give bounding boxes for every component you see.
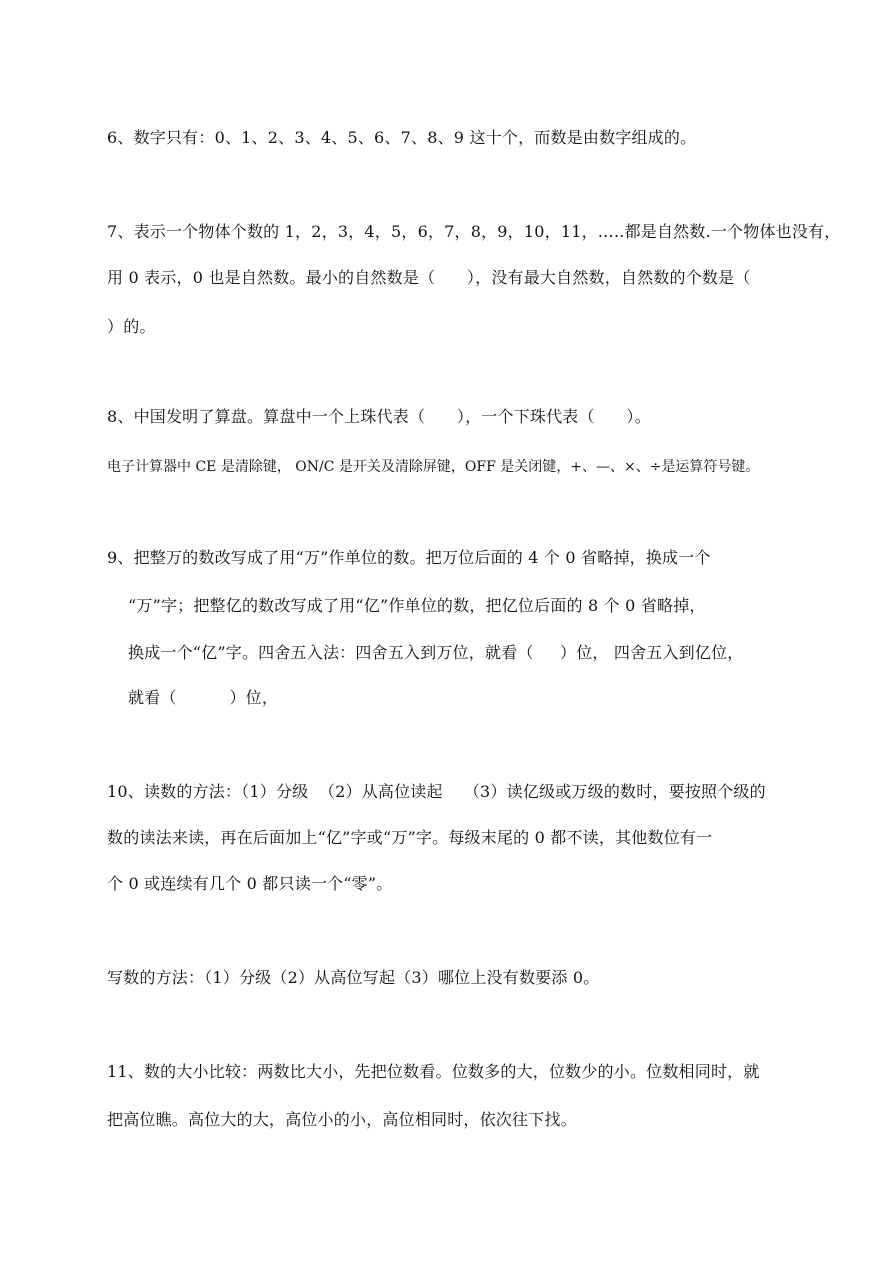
- item-10-line-1: 10、读数的方法：（1）分级 （2）从高位读起 （3）读亿级或万级的数时，要按照个级的: [107, 782, 766, 801]
- item-7-line-1: 7、表示一个物体个数的 1，2，3，4，5，6，7，8，9，10，11，…..都是自然数.一个物体也没有，: [107, 222, 841, 241]
- item-6-line-1: 6、数字只有：0、1、2、3、4、5、6、7、8、9 这十个，而数是由数字组成的。: [107, 128, 697, 147]
- calculator-note: 电子计算器中 CE 是清除键， ON/C 是开关及清除屏键，OFF 是关闭键，+、—、×、÷是运算符号键。: [107, 459, 760, 475]
- item-9-line-2: “万”字；把整亿的数改写成了用“亿”作单位的数，把亿位后面的 8 个 0 省略掉，: [128, 596, 706, 615]
- item-8-line-1: 8、中国发明了算盘。算盘中一个上珠代表（ ），一个下珠代表（ ）。: [107, 407, 651, 426]
- write-number-method: 写数的方法：（1）分级（2）从高位写起（3）哪位上没有数要添 0。: [107, 968, 600, 987]
- item-10-line-3: 个 0 或连续有几个 0 都只读一个“零”。: [107, 874, 393, 893]
- item-11-line-1: 11、数的大小比较：两数比大小，先把位数看。位数多的大，位数少的小。位数相同时，就: [107, 1062, 760, 1081]
- item-9-line-3: 换成一个“亿”字。四舍五入法：四舍五入到万位，就看（ ）位， 四舍五入到亿位，: [128, 643, 744, 662]
- item-11-line-2: 把高位瞧。高位大的大，高位小的小，高位相同时，依次往下找。: [107, 1110, 577, 1129]
- item-10-line-2: 数的读法来读，再在后面加上“亿”字或“万”字。每级末尾的 0 都不读，其他数位有一: [107, 828, 713, 847]
- item-9-line-1: 9、把整万的数改写成了用“万”作单位的数。把万位后面的 4 个 0 省略掉，换成一个: [107, 548, 711, 567]
- item-9-line-4: 就看（ ）位，: [128, 688, 279, 707]
- item-7-line-3: ）的。: [107, 317, 156, 336]
- item-7-line-2: 用 0 表示，0 也是自然数。最小的自然数是（ ），没有最大自然数，自然数的个数是（: [107, 268, 751, 287]
